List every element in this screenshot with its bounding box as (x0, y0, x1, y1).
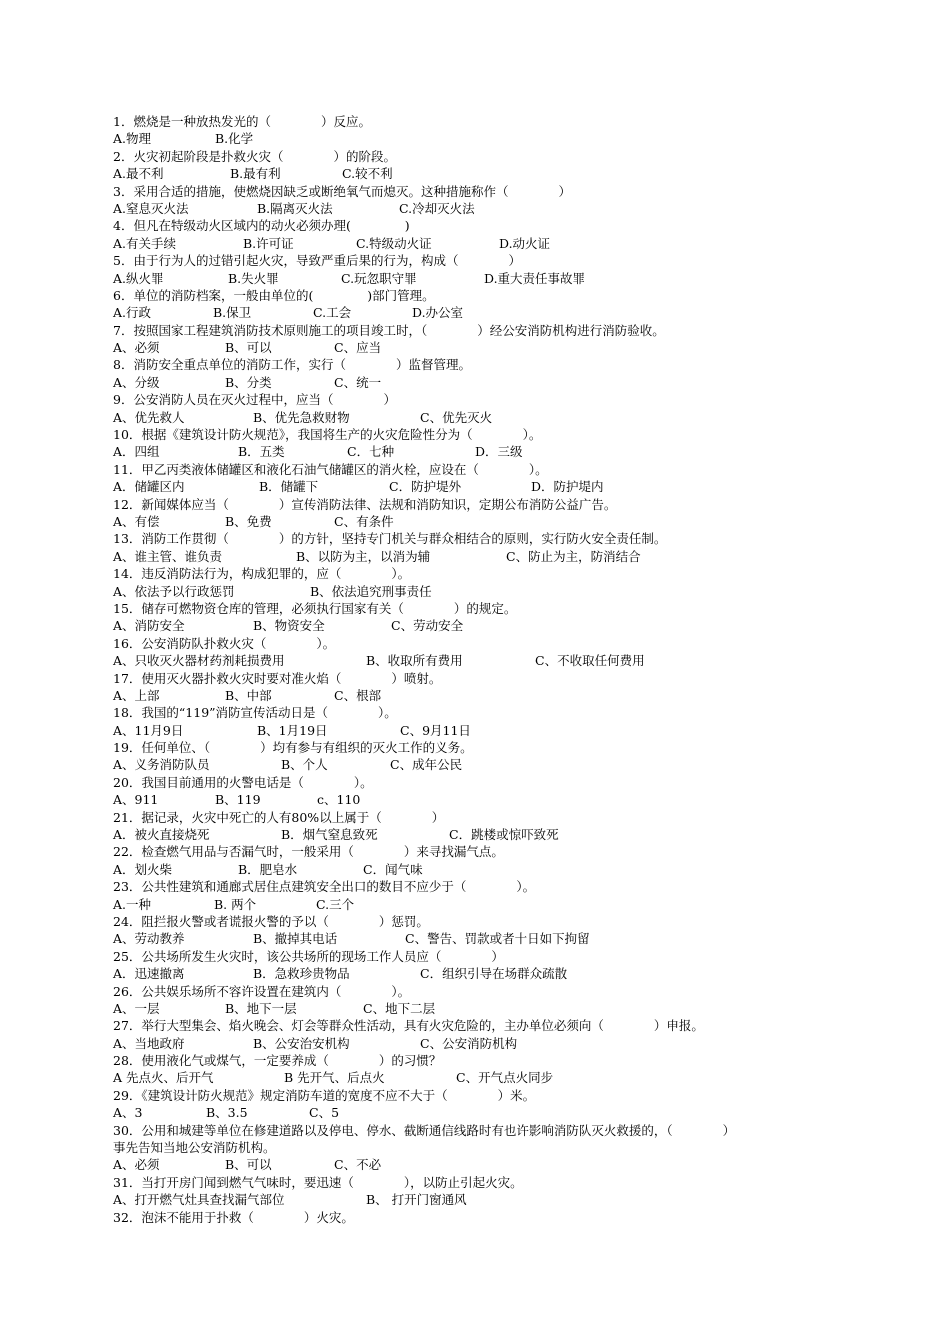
answer-option: B.隔离灭火法 (257, 200, 333, 216)
question-stem: 4．但凡在特级动火区域内的动火必须办理( ) (113, 218, 410, 234)
answer-options (113, 1104, 843, 1121)
question-stem: 31．当打开房门闻到燃气气味时，要迅速（ ），以防止引起火灾。 (113, 1174, 523, 1190)
question-stem: 2．火灾初起阶段是扑救火灾（ ）的阶段。 (113, 148, 396, 164)
answer-option: C、统一 (334, 374, 382, 390)
answer-option: C、有条件 (334, 513, 394, 529)
answer-options (113, 930, 843, 947)
question-text (113, 148, 843, 165)
answer-options (113, 374, 843, 391)
answer-option: B、撤掉其电话 (253, 931, 338, 947)
answer-option: C．组织引导在场群众疏散 (420, 966, 568, 982)
question-stem: 11．甲乙丙类液体储罐区和液化石油气储罐区的消火栓，应设在（ ）。 (113, 461, 548, 477)
question-text (113, 287, 843, 304)
answer-option: A、当地政府 (113, 1035, 185, 1051)
answer-option: B．储罐下 (259, 479, 319, 495)
answer-option: C.玩忽职守罪 (341, 270, 417, 286)
question-text (113, 1017, 843, 1034)
question-text (113, 843, 843, 860)
answer-option: A、优先救人 (113, 409, 185, 425)
answer-options (113, 1156, 843, 1173)
question-text (113, 809, 843, 826)
question-stem: 28．使用液化气或煤气，一定要养成（ ）的习惯？ (113, 1053, 442, 1069)
question-stem: 3．采用合适的措施，使燃烧因缺乏或断绝氧气而熄灭。这种措施称作（ ） (113, 183, 571, 199)
answer-option: C、根部 (334, 687, 382, 703)
answer-option: B、地下一层 (225, 1000, 297, 1016)
question-stem: 8．消防安全重点单位的消防工作，实行（ ）监督管理。 (113, 357, 471, 373)
answer-option: A.最不利 (113, 166, 164, 182)
question-text (113, 913, 843, 930)
answer-option: D.重大责任事故罪 (484, 270, 586, 286)
answer-option: B.保卫 (213, 305, 252, 321)
answer-option: A、11月9日 (113, 722, 184, 738)
question-text (113, 496, 843, 513)
answer-options (113, 617, 843, 634)
question-text (113, 1209, 843, 1226)
question-text (113, 983, 843, 1000)
answer-option: A.行政 (113, 305, 152, 321)
question-stem: 19．任何单位、（ ）均有参与有组织的灭火工作的义务。 (113, 740, 473, 756)
question-stem: 22．检查燃气用品与否漏气时，一般采用（ ）来寻找漏气点。 (113, 844, 504, 860)
answer-option: B、3.5 (206, 1105, 248, 1121)
answer-option: B、优先急救财物 (253, 409, 350, 425)
answer-option: B、分类 (225, 374, 272, 390)
answer-option: A．划火柴 (113, 861, 173, 877)
question-stem: 14．违反消防法行为，构成犯罪的，应（ ）。 (113, 566, 411, 582)
question-stem: 16．公安消防队扑救火灾（ ）。 (113, 635, 336, 651)
question-text (113, 1122, 843, 1139)
answer-options (113, 1000, 843, 1017)
answer-option: C、应当 (334, 340, 382, 356)
question-text (113, 322, 843, 339)
answer-option: A.窒息灭火法 (113, 200, 189, 216)
answer-option: B、以防为主，以消为辅 (296, 548, 431, 564)
answer-option: C、9月11日 (400, 722, 471, 738)
answer-option: B．五类 (238, 444, 285, 460)
answer-option: A、911 (113, 792, 159, 808)
answer-option: B、119 (215, 792, 261, 808)
answer-options (113, 1139, 843, 1156)
question-stem: 1．燃烧是一种放热发光的（ ）反应。 (113, 114, 371, 129)
question-stem: 18．我国的“119”消防宣传活动日是（ ）。 (113, 705, 397, 721)
answer-option: A．被火直接烧死 (113, 827, 210, 843)
question-stem: 21．据记录，火灾中死亡的人有80%以上属于（ ） (113, 809, 445, 825)
question-list (113, 113, 843, 1226)
question-text (113, 1174, 843, 1191)
question-text (113, 670, 843, 687)
answer-options (113, 722, 843, 739)
answer-option: C、警告、罚款或者十日如下拘留 (405, 931, 590, 947)
answer-options (113, 896, 843, 913)
answer-option: B、中部 (225, 687, 272, 703)
answer-option: C、地下二层 (363, 1000, 436, 1016)
answer-option: B、物资安全 (253, 618, 325, 634)
answer-option: B.化学 (215, 131, 254, 147)
question-text (113, 252, 843, 269)
question-stem: 32．泡沫不能用于扑救（ ）火灾。 (113, 1209, 354, 1225)
answer-option: B.最有利 (230, 166, 281, 182)
answer-option: B.失火罪 (228, 270, 279, 286)
question-stem: 13．消防工作贯彻（ ）的方针，坚持专门机关与群众相结合的原则，实行防火安全责任制。 (113, 531, 667, 547)
answer-option: B．急救珍贵物品 (253, 966, 350, 982)
answer-option: A.纵火罪 (113, 270, 164, 286)
answer-option: B、依法追究刑事责任 (310, 583, 432, 599)
answer-options (113, 791, 843, 808)
answer-option: C.工会 (313, 305, 352, 321)
question-stem: 9．公安消防人员在灭火过程中，应当（ ） (113, 392, 396, 408)
question-text (113, 461, 843, 478)
answer-option: B、收取所有费用 (366, 653, 463, 669)
question-text (113, 878, 843, 895)
answer-option: B、公安治安机构 (253, 1035, 350, 1051)
answer-option: A、必须 (113, 1157, 160, 1173)
question-stem: 20．我国目前通用的火警电话是（ ）。 (113, 774, 373, 790)
question-stem: 25．公共场所发生火灾时，该公共场所的现场工作人员应（ ） (113, 948, 504, 964)
answer-options (113, 826, 843, 843)
question-text (113, 1052, 843, 1069)
question-text (113, 704, 843, 721)
answer-option: C、防止为主，防消结合 (506, 548, 641, 564)
answer-option: A、打开燃气灶具查找漏气部位 (113, 1192, 285, 1208)
question-stem: 26．公共娱乐场所不容许设置在建筑内（ ）。 (113, 983, 411, 999)
answer-option: A.一种 (113, 896, 152, 912)
question-text (113, 391, 843, 408)
answer-options (113, 304, 843, 321)
answer-option: A、分级 (113, 374, 160, 390)
answer-options (113, 478, 843, 495)
answer-option: B、可以 (225, 1157, 272, 1173)
answer-option: B. 两个 (214, 896, 257, 912)
answer-option: D．防护堤内 (531, 479, 604, 495)
answer-option: C．闻气味 (363, 861, 423, 877)
question-stem: 12．新闻媒体应当（ ）宣传消防法律、法规和消防知识，定期公布消防公益广告。 (113, 496, 617, 512)
answer-options (113, 548, 843, 565)
question-stem: 5．由于行为人的过错引起火灾，导致严重后果的行为，构成（ ） (113, 253, 521, 269)
answer-option: C.冷却灭火法 (399, 200, 475, 216)
answer-option: A、有偿 (113, 513, 160, 529)
answer-option: C、开气点火同步 (456, 1070, 554, 1086)
answer-option: A、只收灭火器材药剂耗损费用 (113, 653, 285, 669)
answer-options (113, 965, 843, 982)
question-text (113, 739, 843, 756)
answer-option: C、公安消防机构 (420, 1035, 518, 1051)
question-stem: 29．《建筑设计防火规范》规定消防车道的宽度不应不大于（ ）米。 (113, 1087, 536, 1103)
question-stem: 10．根据《建筑设计防火规范》，我国将生产的火灾危险性分为（ ）。 (113, 427, 542, 443)
answer-option: C、成年公民 (390, 757, 463, 773)
question-text (113, 356, 843, 373)
question-text (113, 113, 843, 130)
answer-option: A、依法予以行政惩罚 (113, 583, 235, 599)
answer-options (113, 652, 843, 669)
answer-option: B、免费 (225, 513, 272, 529)
answer-option: c、110 (317, 792, 361, 808)
question-text (113, 948, 843, 965)
question-stem: 7．按照国家工程建筑消防技术原则施工的项目竣工时，（ ）经公安消防机构进行消防验收。 (113, 322, 665, 338)
answer-option: C.特级动火证 (356, 235, 432, 251)
question-stem: 27．举行大型集会、焰火晚会、灯会等群众性活动，具有火灾危险的，主办单位必须向（ ）申报。 (113, 1018, 704, 1034)
answer-option: D.动火证 (499, 235, 551, 251)
answer-options (113, 130, 843, 147)
answer-option: A 先点火、后开气 (113, 1070, 214, 1086)
question-text (113, 183, 843, 200)
question-text (113, 1087, 843, 1104)
question-text (113, 635, 843, 652)
answer-option: C、不收取任何费用 (535, 653, 645, 669)
answer-option: A、必须 (113, 340, 160, 356)
answer-option: A、谁主管、谁负责 (113, 548, 223, 564)
question-stem: 30．公用和城建等单位在修建道路以及停电、停水、截断通信线路时有也许影响消防队灭火救援的，（ ） (113, 1122, 736, 1138)
question-stem: 24．阻拦报火警或者谎报火警的予以（ ）惩罚。 (113, 913, 429, 929)
answer-option: D．三级 (475, 444, 523, 460)
question-text (113, 217, 843, 234)
answer-options (113, 513, 843, 530)
answer-options (113, 339, 843, 356)
answer-options (113, 583, 843, 600)
question-text (113, 530, 843, 547)
question-stem: 6．单位的消防档案，一般由单位的( )部门管理。 (113, 287, 435, 303)
answer-option: B、个人 (281, 757, 328, 773)
answer-option: A.有关手续 (113, 235, 177, 251)
answer-option: B、 打开门窗通风 (366, 1192, 467, 1208)
answer-options (113, 200, 843, 217)
answer-option: B.许可证 (243, 235, 294, 251)
question-text (113, 426, 843, 443)
answer-option: A．迅速撤离 (113, 966, 185, 982)
answer-options (113, 235, 843, 252)
answer-option: C、5 (309, 1105, 340, 1121)
question-text (113, 600, 843, 617)
answer-options (113, 756, 843, 773)
answer-option: C、劳动安全 (391, 618, 464, 634)
answer-option: A、上部 (113, 687, 160, 703)
answer-option: A．储罐区内 (113, 479, 185, 495)
answer-option: B．肥皂水 (238, 861, 298, 877)
answer-option: A、3 (113, 1105, 143, 1121)
answer-options (113, 443, 843, 460)
answer-option: C．防护堤外 (389, 479, 462, 495)
answer-option: 事先告知当地公安消防机构。 (113, 1140, 276, 1156)
answer-options (113, 687, 843, 704)
answer-option: A．四组 (113, 444, 160, 460)
answer-option: C、不必 (334, 1157, 382, 1173)
question-stem: 23．公共性建筑和通廊式居住点建筑安全出口的数目不应少于（ ）。 (113, 879, 536, 895)
answer-option: C．跳楼或惊吓致死 (449, 827, 559, 843)
answer-option: C．七种 (347, 444, 395, 460)
answer-option: A.物理 (113, 131, 152, 147)
answer-option: B、可以 (225, 340, 272, 356)
answer-option: C.三个 (316, 896, 355, 912)
question-text (113, 565, 843, 582)
answer-options (113, 409, 843, 426)
answer-options (113, 165, 843, 182)
answer-options (113, 1035, 843, 1052)
answer-options (113, 861, 843, 878)
answer-options (113, 1191, 843, 1208)
answer-option: D.办公室 (412, 305, 464, 321)
answer-option: B、1月19日 (257, 722, 328, 738)
answer-option: C、优先灭火 (420, 409, 493, 425)
answer-option: A、消防安全 (113, 618, 185, 634)
question-stem: 15．储存可燃物资仓库的管理，必须执行国家有关（ ）的规定。 (113, 600, 517, 616)
answer-option: B．烟气窒息致死 (281, 827, 378, 843)
answer-option: C.较不利 (342, 166, 393, 182)
question-stem: 17．使用灭火器扑救火灾时要对准火焰（ ）喷射。 (113, 670, 442, 686)
answer-option: A、一层 (113, 1000, 160, 1016)
answer-option: A、劳动教养 (113, 931, 185, 947)
answer-options (113, 1069, 843, 1086)
question-text (113, 774, 843, 791)
answer-options (113, 270, 843, 287)
answer-option: A、义务消防队员 (113, 757, 210, 773)
answer-option: B 先开气、后点火 (284, 1070, 385, 1086)
